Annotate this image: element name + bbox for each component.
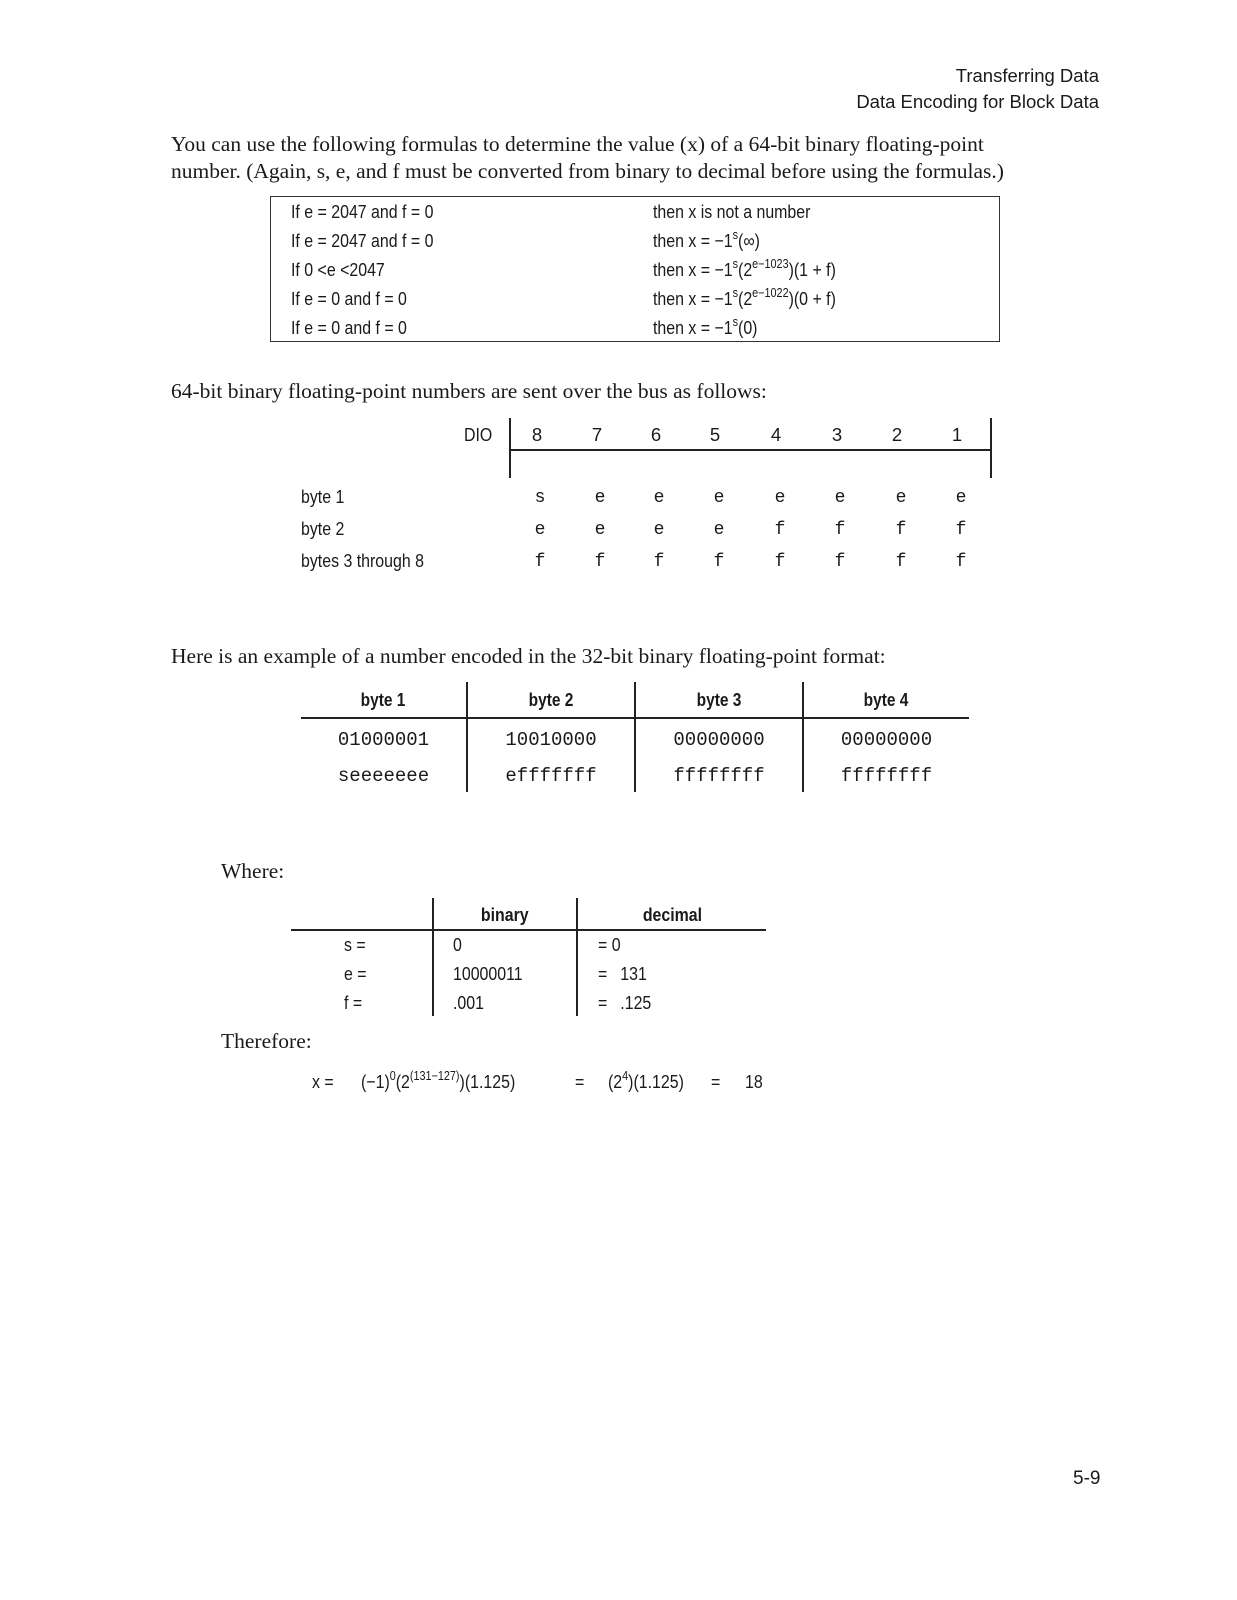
example-field: seeeeeee [337,765,430,787]
bit-cell: f [834,520,846,540]
bit-number: 2 [891,424,903,445]
bit-number: 8 [531,424,543,445]
row-label: bytes 3 through 8 [301,550,424,571]
formula-condition: If 0 <e <2047 [291,259,385,280]
example-binary: 10010000 [505,729,597,751]
bit-cell: e [955,488,967,508]
formula-result: then $x = -1^s(0)$ [653,314,758,338]
equation-term-2: $(2^4)(1.125)$ [608,1068,684,1092]
row-label: byte 2 [301,518,345,539]
bit-cell: f [955,520,967,540]
therefore-label: Therefore: [221,1029,312,1053]
example-header: byte 1 [361,690,406,710]
bit-cell: e [895,488,907,508]
formula-result: then $x = -1^s(2^{e-1022})(0 + f)$ [653,285,836,309]
example-intro: Here is an example of a number encoded in the 32-bit binary floating-point format: [171,644,886,668]
header-chapter: Transferring Data [955,65,1099,86]
equation-result: 18 [745,1071,763,1092]
where-binary: 0 [453,934,462,955]
bit-cell: e [534,520,546,540]
where-binary: 10000011 [453,963,523,984]
example-field: ffffffff [673,765,765,787]
equation-lhs: x = [312,1071,334,1092]
formula-result: then $x = -1^s(\infty)$ [653,227,760,251]
header-section: Data Encoding for Block Data [856,91,1099,112]
intro-line-2: number. (Again, s, e, and f must be converted from binary to decimal before using the formulas.) [171,159,1004,183]
where-decimal: = .125 [598,992,652,1013]
bit-number: 7 [591,424,603,445]
row-label: byte 1 [301,486,345,507]
bus-intro: 64-bit binary floating-point numbers are sent over the bus as follows: [171,379,767,403]
equation-term-1: $(-1)^0(2^{(131-127)})(1.125)$ [361,1068,516,1092]
example-binary: 00000000 [840,729,933,751]
example-header: byte 4 [864,690,909,710]
bit-cell: s [534,488,546,508]
bit-cell: f [594,552,606,572]
equation-equals: = [711,1071,721,1092]
where-header-rule [291,929,766,931]
bit-cell: f [774,552,786,572]
formula-condition: If e = 2047 and f = 0 [291,201,434,222]
equation-equals: = [575,1071,585,1092]
bit-cell: f [713,552,725,572]
dio-label: DIO [464,424,493,445]
bit-cell: f [774,520,786,540]
where-label: Where: [221,859,285,883]
bit-cell: e [594,488,606,508]
where-header-decimal: decimal [642,904,702,925]
bit-cell: f [955,552,967,572]
formula-result: then $x = -1^s(2^{e-1023})(1 + f)$ [653,256,836,280]
where-var: s = [344,934,366,955]
bit-number: 6 [650,424,662,445]
bit-number: 1 [951,424,963,445]
bit-cell: e [713,520,725,540]
formula-condition: If e = 0 and f = 0 [291,317,407,338]
bit-cell: e [834,488,846,508]
bit-cell: f [895,552,907,572]
where-decimal: = 131 [598,963,647,984]
where-decimal: = 0 [598,934,621,955]
bit-cell: e [653,488,665,508]
intro-line-1: You can use the following formulas to determine the value (x) of a 64-bit binary floating-point [171,132,984,156]
bit-number: 5 [709,424,721,445]
formula-condition: If e = 2047 and f = 0 [291,230,434,251]
example-field: efffffff [505,765,597,787]
where-binary: .001 [453,992,484,1013]
example-header: byte 3 [696,690,742,710]
example-field: ffffffff [840,765,933,787]
where-var: f = [344,992,363,1013]
bit-cell: e [774,488,786,508]
where-header-binary: binary [481,904,529,925]
bit-cell: f [895,520,907,540]
where-var: e = [344,963,367,984]
bit-number: 4 [770,424,782,445]
bit-cell: e [653,520,665,540]
example-header: byte 2 [528,690,574,710]
page-number: 5-9 [1073,1468,1101,1489]
formula-result: then x is not a number [653,201,811,222]
bit-cell: f [653,552,665,572]
bit-cell: e [713,488,725,508]
bit-number: 3 [831,424,843,445]
formula-condition: If e = 0 and f = 0 [291,288,407,309]
bit-cell: f [834,552,846,572]
example-binary: 01000001 [337,729,430,751]
bit-cell: f [534,552,546,572]
bit-cell: e [594,520,606,540]
example-binary: 00000000 [673,729,765,751]
